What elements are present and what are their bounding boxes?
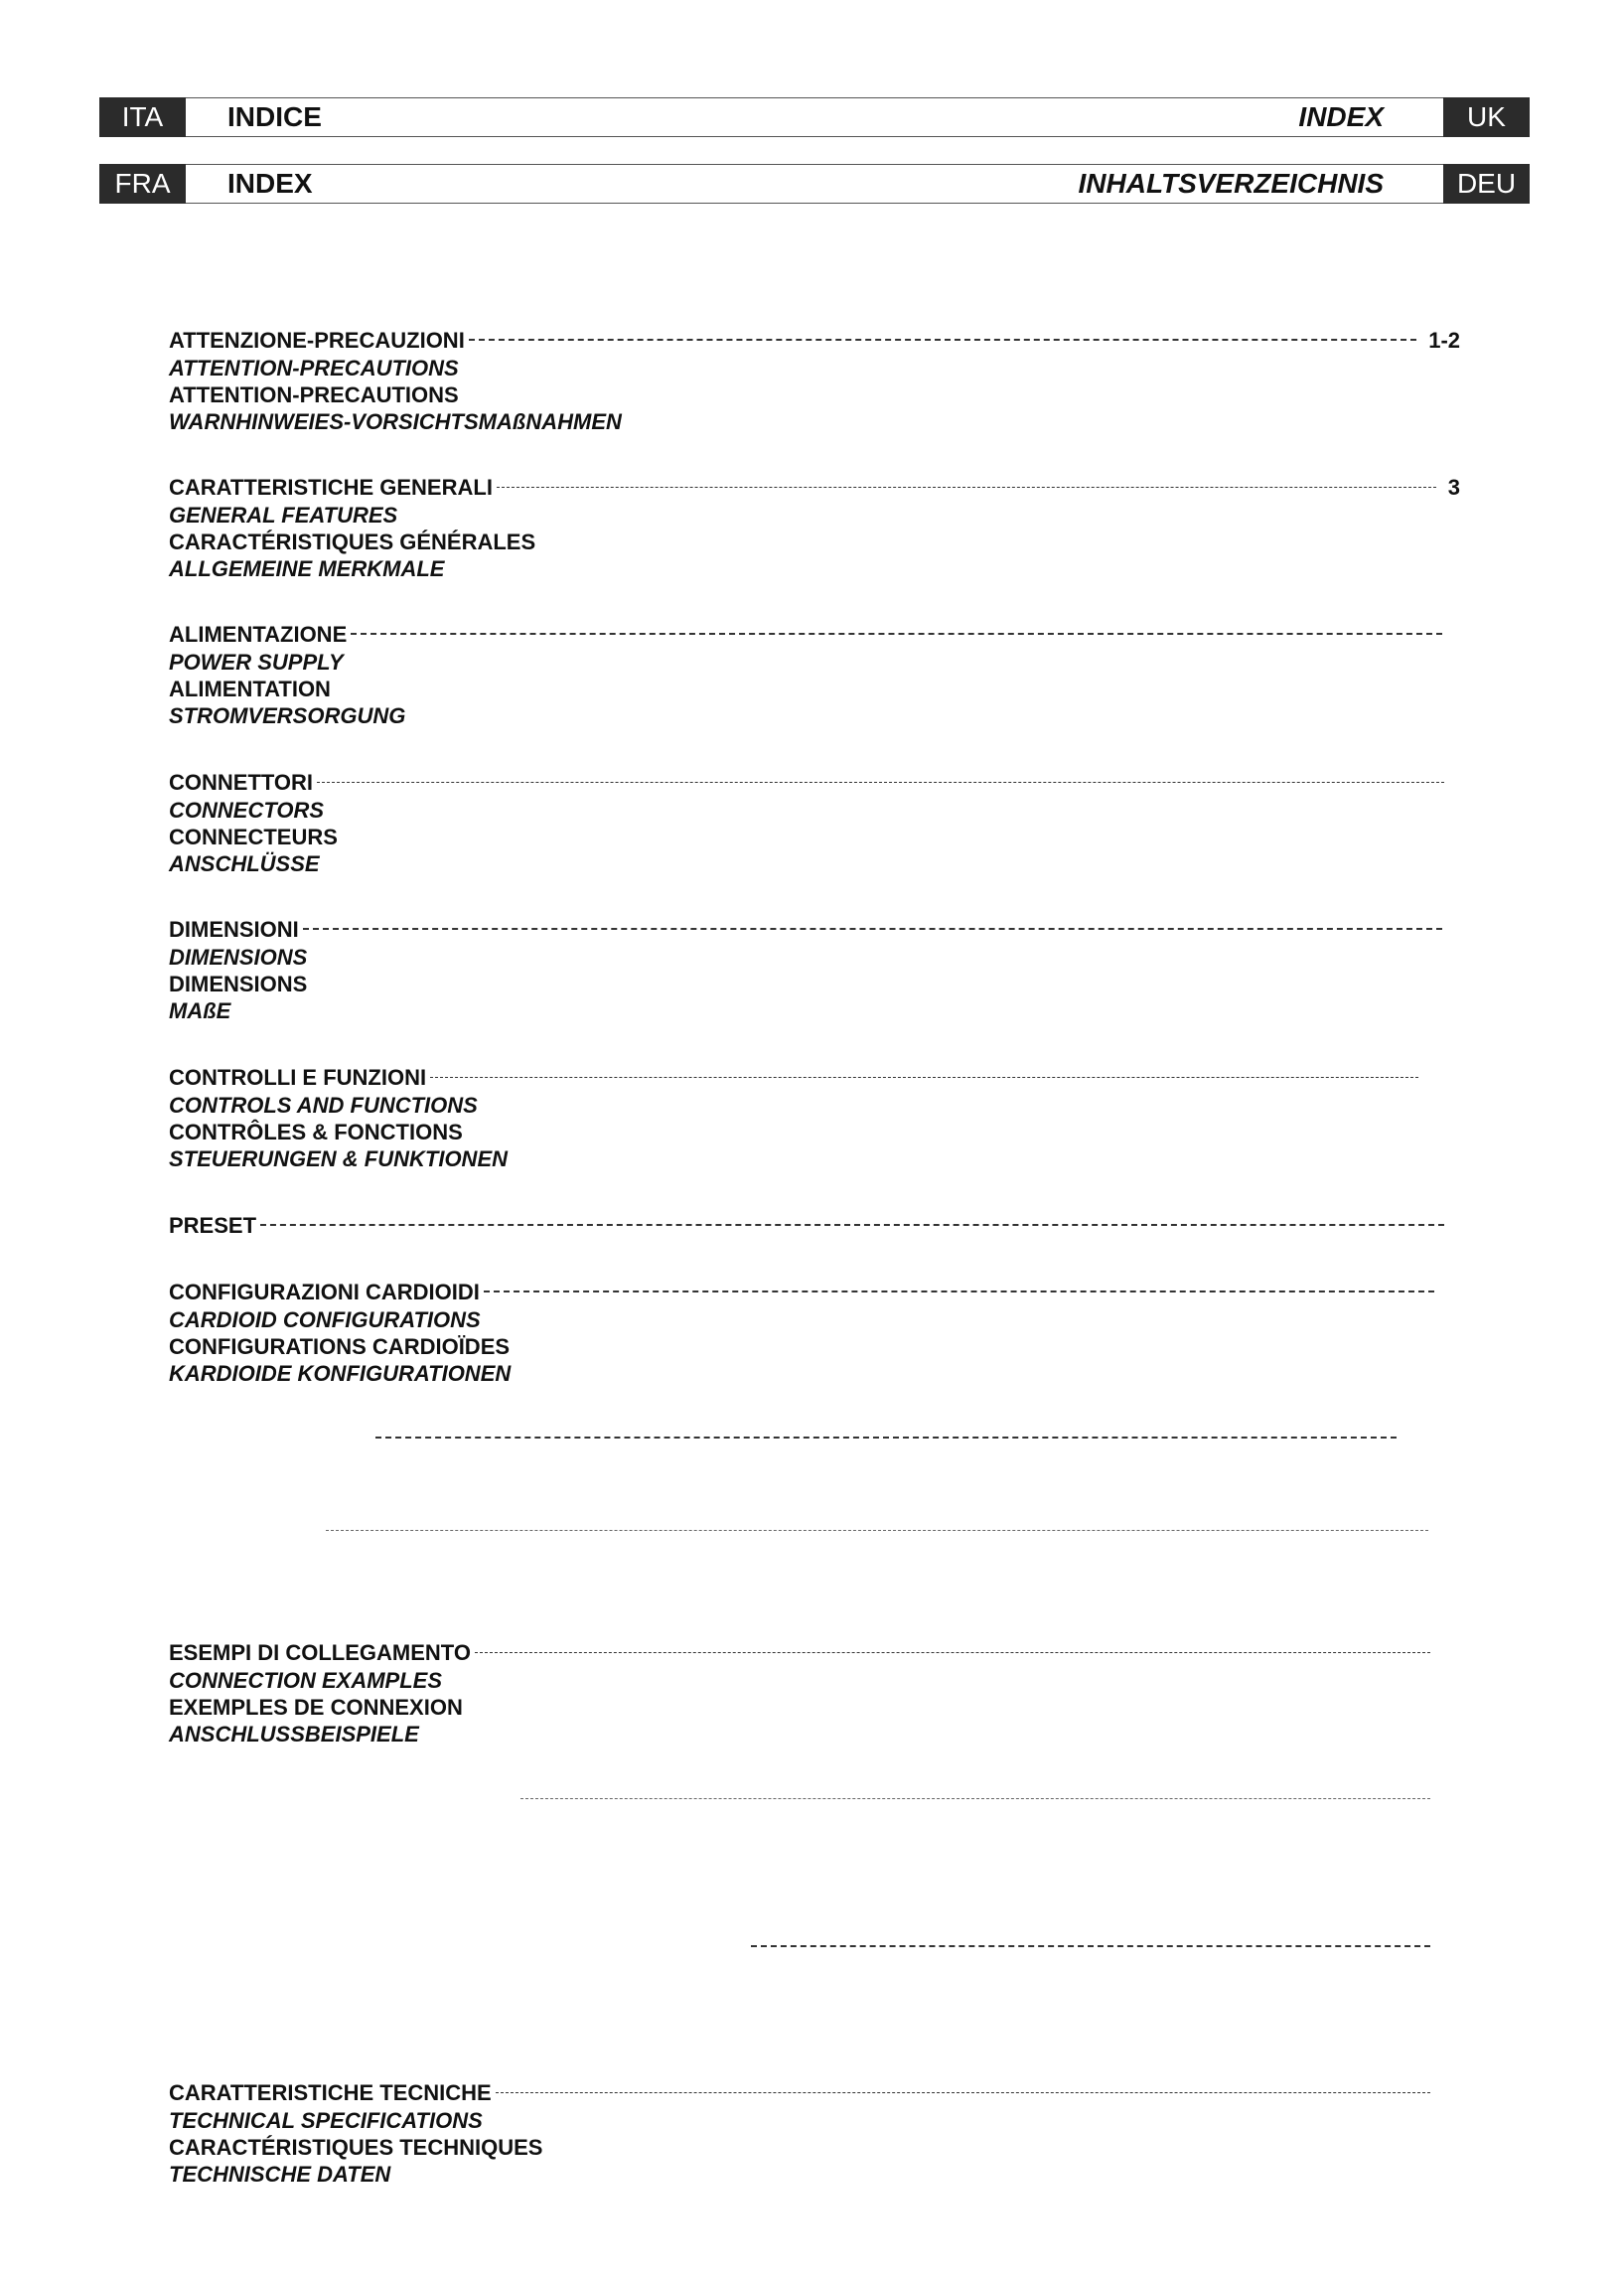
title-index-fra: INDEX (227, 168, 313, 199)
toc-label-deu: ALLGEMEINE MERKMALE (169, 556, 445, 581)
toc-label-ita: DIMENSIONI (169, 917, 299, 942)
toc-line (169, 1065, 1418, 1092)
toc-line (169, 1213, 1444, 1240)
toc-line (169, 1640, 1430, 1667)
toc-label-ita: CARATTERISTICHE GENERALI (169, 475, 493, 500)
dot-leader (497, 487, 1436, 488)
toc-label-fra: CARACTÉRISTIQUES TECHNIQUES (169, 2135, 543, 2160)
toc-label-uk: CARDIOID CONFIGURATIONS (169, 1307, 481, 1332)
toc-label-ita: CONNETTORI (169, 770, 314, 795)
toc-label-ita: ESEMPI DI COLLEGAMENTO (169, 1640, 471, 1665)
toc-entry-controls[interactable] (169, 1065, 1418, 1172)
toc-line (169, 2080, 1430, 2107)
toc-label-ita: CONFIGURAZIONI CARDIOIDI (169, 1280, 480, 1304)
dot-leader-orphan (751, 1945, 1430, 1947)
toc-label-fra: CONTRÔLES & FONCTIONS (169, 1120, 463, 1144)
toc-label-ita: ATTENZIONE-PRECAUZIONI (169, 328, 465, 353)
toc-entry-technical-specs[interactable] (169, 2080, 1430, 2188)
toc-entry-preset[interactable] (169, 1213, 1444, 1240)
title-index-uk: INDEX (1298, 101, 1384, 132)
toc-label-uk: CONTROLS AND FUNCTIONS (169, 1093, 478, 1118)
toc-label-deu: ANSCHLÜSSE (169, 851, 320, 876)
toc-label-deu: ANSCHLUSSBEISPIELE (169, 1722, 419, 1746)
dot-leader-orphan (520, 1798, 1430, 1799)
dot-leader (303, 928, 1442, 930)
toc-entry-general-features[interactable] (169, 475, 1460, 582)
toc-label-fra: CARACTÉRISTIQUES GÉNÉRALES (169, 530, 536, 554)
dot-leader (496, 2092, 1430, 2093)
toc-label-deu: STEUERUNGEN & FUNKTIONEN (169, 1146, 509, 1171)
header-row-fra-deu (99, 164, 1530, 204)
toc-label-deu: TECHNISCHE DATEN (169, 2162, 391, 2187)
title-inhaltsverzeichnis: INHALTSVERZEICHNIS (1078, 168, 1384, 199)
toc-label-uk: GENERAL FEATURES (169, 503, 398, 528)
toc-label-fra: ALIMENTATION (169, 677, 331, 701)
toc-label-uk: POWER SUPPLY (169, 650, 344, 675)
toc-line (169, 770, 1444, 797)
dot-leader (475, 1652, 1430, 1653)
dot-leader-orphan (375, 1437, 1397, 1439)
lang-badge-fra: FRA (99, 164, 186, 204)
toc-entry-connectors[interactable] (169, 770, 1444, 877)
toc-line (169, 917, 1442, 944)
toc-label-uk: TECHNICAL SPECIFICATIONS (169, 2108, 483, 2133)
toc-label-fra: EXEMPLES DE CONNEXION (169, 1695, 463, 1720)
dot-leader (351, 633, 1442, 635)
toc-label-deu: MAßE (169, 998, 231, 1023)
dot-leader (469, 339, 1416, 341)
lang-badge-uk: UK (1443, 97, 1530, 137)
toc-label-uk: DIMENSIONS (169, 945, 308, 970)
dot-leader (317, 782, 1444, 783)
dot-leader (430, 1077, 1418, 1078)
toc-entry-dimensions[interactable] (169, 917, 1442, 1024)
toc-line (169, 475, 1460, 502)
toc-label-fra: CONFIGURATIONS CARDIOÏDES (169, 1334, 511, 1359)
toc-label-fra: DIMENSIONS (169, 972, 308, 996)
toc-label-deu: KARDIOIDE KONFIGURATIONEN (169, 1361, 512, 1386)
toc-label-fra: ATTENTION-PRECAUTIONS (169, 382, 459, 407)
toc-line (169, 622, 1442, 649)
toc-label-deu: STROMVERSORGUNG (169, 703, 406, 728)
toc-line (169, 328, 1460, 355)
toc-label-uk: ATTENTION-PRECAUTIONS (169, 356, 459, 380)
page-number: 3 (1447, 475, 1460, 500)
toc-entry-connection-examples[interactable] (169, 1640, 1430, 1747)
toc-label-fra: CONNECTEURS (169, 825, 338, 849)
toc-label-ita: CARATTERISTICHE TECNICHE (169, 2080, 492, 2105)
toc-entry-power-supply[interactable] (169, 622, 1442, 729)
dot-leader (260, 1224, 1444, 1226)
toc-label-ita: CONTROLLI E FUNZIONI (169, 1065, 427, 1090)
page-number: 1-2 (1428, 328, 1460, 353)
toc-entry-precautions[interactable] (169, 328, 1460, 435)
toc-label-deu: WARNHINWEIES-VORSICHTSMAßNAHMEN (169, 409, 622, 434)
lang-badge-deu: DEU (1443, 164, 1530, 204)
dot-leader (484, 1291, 1434, 1292)
dot-leader-orphan (326, 1530, 1428, 1531)
header-row-ita-uk (99, 97, 1530, 137)
toc-line (169, 1280, 1434, 1306)
toc-entry-cardioid[interactable] (169, 1280, 1434, 1387)
toc-label-uk: CONNECTORS (169, 798, 325, 823)
lang-badge-ita: ITA (99, 97, 186, 137)
title-indice: INDICE (227, 101, 322, 132)
toc-label-ita: ALIMENTAZIONE (169, 622, 348, 647)
toc-label-ita: PRESET (169, 1213, 257, 1238)
toc-label-uk: CONNECTION EXAMPLES (169, 1668, 443, 1693)
